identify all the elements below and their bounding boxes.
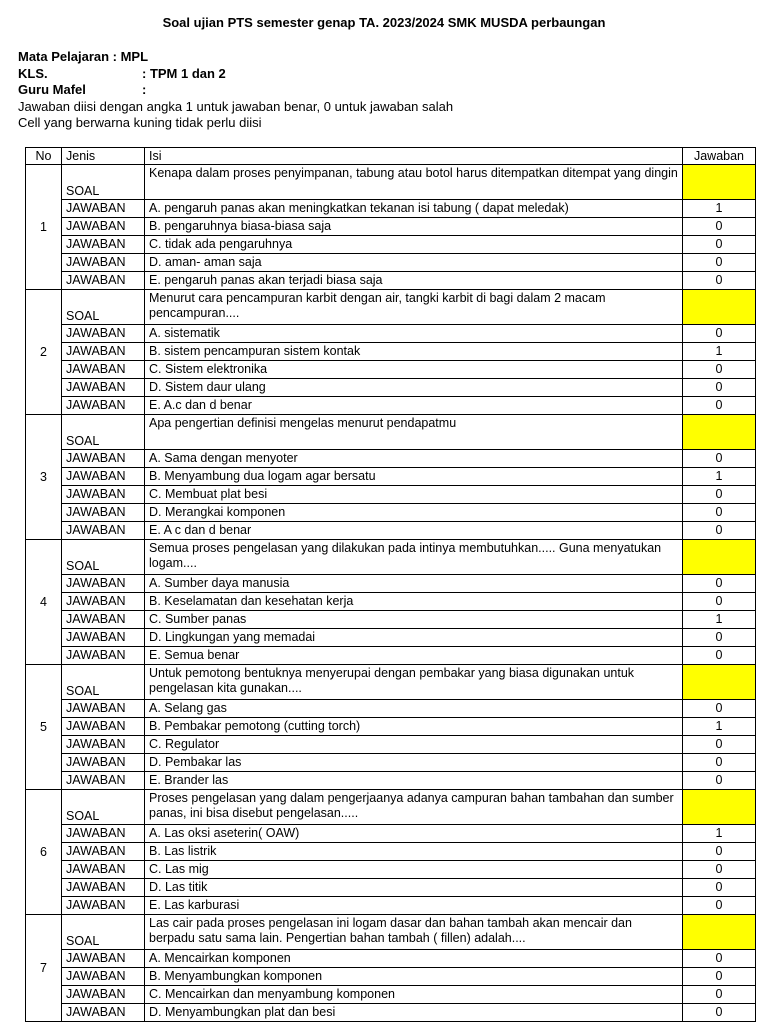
type-jawaban: JAWABAN (62, 968, 145, 986)
type-jawaban: JAWABAN (62, 200, 145, 218)
answer-value[interactable]: 0 (683, 700, 756, 718)
header-isi: Isi (145, 148, 683, 165)
answer-cell-locked (683, 665, 756, 700)
answer-row (26, 897, 756, 915)
answer-option: E. Brander las (145, 772, 683, 790)
teacher-line (18, 82, 453, 99)
answer-row (26, 986, 756, 1004)
question-text: Proses pengelasan yang dalam pengerjaanya adanya campuran bahan tambahan dan sumber panas, ini bisa disebut pengelasan..... (145, 790, 683, 825)
answer-option: E. Las karburasi (145, 897, 683, 915)
type-jawaban: JAWABAN (62, 450, 145, 468)
answer-option: D. Pembakar las (145, 754, 683, 772)
answer-option: E. Semua benar (145, 647, 683, 665)
type-jawaban: JAWABAN (62, 468, 145, 486)
type-jawaban: JAWABAN (62, 718, 145, 736)
answer-value[interactable]: 0 (683, 1004, 756, 1022)
answer-option: B. Pembakar pemotong (cutting torch) (145, 718, 683, 736)
type-jawaban: JAWABAN (62, 1004, 145, 1022)
answer-option: A. pengaruh panas akan meningkatkan tekanan isi tabung ( dapat meledak) (145, 200, 683, 218)
answer-row (26, 450, 756, 468)
type-jawaban: JAWABAN (62, 629, 145, 647)
type-soal: SOAL (62, 165, 145, 200)
answer-value[interactable]: 0 (683, 736, 756, 754)
answer-cell-locked (683, 790, 756, 825)
answer-value[interactable]: 0 (683, 986, 756, 1004)
answer-value[interactable]: 1 (683, 468, 756, 486)
type-soal: SOAL (62, 665, 145, 700)
question-row (26, 415, 756, 450)
question-number: 1 (26, 165, 62, 290)
question-number: 3 (26, 415, 62, 540)
answer-value[interactable]: 1 (683, 343, 756, 361)
answer-cell-locked (683, 415, 756, 450)
instruction-2: Cell yang berwarna kuning tidak perlu diisi (18, 115, 262, 130)
answer-option: C. Mencairkan dan menyambung komponen (145, 986, 683, 1004)
type-jawaban: JAWABAN (62, 343, 145, 361)
answer-row (26, 754, 756, 772)
answer-value[interactable]: 0 (683, 450, 756, 468)
question-text: Menurut cara pencampuran karbit dengan air, tangki karbit di bagi dalam 2 macam pencampuran.... (145, 290, 683, 325)
answer-option: A. Sumber daya manusia (145, 575, 683, 593)
question-text: Las cair pada proses pengelasan ini logam dasar dan bahan tambah akan mencair dan berpadu satu sama lain. Pengertian bahan tambah ( fillen) adalah.... (145, 915, 683, 950)
answer-option: E. A c dan d benar (145, 522, 683, 540)
answer-option: C. Sumber panas (145, 611, 683, 629)
answer-cell-locked (683, 540, 756, 575)
answer-option: C. Regulator (145, 736, 683, 754)
answer-row (26, 468, 756, 486)
class-label: KLS. (18, 65, 48, 81)
type-jawaban: JAWABAN (62, 236, 145, 254)
question-row (26, 540, 756, 575)
answer-option: A. Selang gas (145, 700, 683, 718)
question-row (26, 290, 756, 325)
question-number: 7 (26, 915, 62, 1022)
answer-option: B. sistem pencampuran sistem kontak (145, 343, 683, 361)
question-row (26, 790, 756, 825)
answer-value[interactable]: 0 (683, 522, 756, 540)
answer-value[interactable]: 0 (683, 968, 756, 986)
answer-row (26, 486, 756, 504)
type-soal: SOAL (62, 290, 145, 325)
type-jawaban: JAWABAN (62, 772, 145, 790)
type-jawaban: JAWABAN (62, 754, 145, 772)
answer-value[interactable]: 0 (683, 236, 756, 254)
answer-row (26, 700, 756, 718)
answer-value[interactable]: 1 (683, 611, 756, 629)
type-jawaban: JAWABAN (62, 700, 145, 718)
teacher-label: Guru Mafel (18, 82, 86, 97)
type-soal: SOAL (62, 540, 145, 575)
answer-value[interactable]: 0 (683, 772, 756, 790)
table-header-row (26, 148, 756, 165)
type-jawaban: JAWABAN (62, 861, 145, 879)
answer-row (26, 950, 756, 968)
answer-value[interactable]: 0 (683, 379, 756, 397)
answer-value[interactable]: 0 (683, 629, 756, 647)
answer-option: D. Menyambungkan plat dan besi (145, 1004, 683, 1022)
answer-row (26, 825, 756, 843)
answer-option: C. Membuat plat besi (145, 486, 683, 504)
answer-value[interactable]: 1 (683, 200, 756, 218)
question-row (26, 915, 756, 950)
answer-row (26, 629, 756, 647)
answer-value[interactable]: 0 (683, 397, 756, 415)
answer-row (26, 647, 756, 665)
answer-row (26, 968, 756, 986)
question-number: 6 (26, 790, 62, 915)
class-line (18, 66, 453, 83)
answer-value[interactable]: 0 (683, 879, 756, 897)
question-text: Semua proses pengelasan yang dilakukan pada intinya membutuhkan..... Guna menyatukan logam.... (145, 540, 683, 575)
answer-option: D. Merangkai komponen (145, 504, 683, 522)
type-jawaban: JAWABAN (62, 736, 145, 754)
header-jawaban: Jawaban (683, 148, 756, 165)
teacher-value: : (142, 82, 147, 97)
answer-value[interactable]: 0 (683, 575, 756, 593)
answer-option: B. Menyambung dua logam agar bersatu (145, 468, 683, 486)
type-jawaban: JAWABAN (62, 361, 145, 379)
answer-row (26, 325, 756, 343)
type-jawaban: JAWABAN (62, 397, 145, 415)
subject-line: Mata Pelajaran : MPL (18, 49, 149, 64)
answer-row (26, 736, 756, 754)
answer-option: B. Menyambungkan komponen (145, 968, 683, 986)
answer-value[interactable]: 0 (683, 361, 756, 379)
answer-row (26, 772, 756, 790)
answer-row (26, 218, 756, 236)
type-jawaban: JAWABAN (62, 504, 145, 522)
type-jawaban: JAWABAN (62, 843, 145, 861)
answer-value[interactable]: 0 (683, 254, 756, 272)
type-jawaban: JAWABAN (62, 825, 145, 843)
answer-option: D. Las titik (145, 879, 683, 897)
answer-value[interactable]: 0 (683, 647, 756, 665)
answer-row (26, 843, 756, 861)
answer-value[interactable]: 0 (683, 861, 756, 879)
question-number: 5 (26, 665, 62, 790)
question-text: Kenapa dalam proses penyimpanan, tabung atau botol harus ditempatkan ditempat yang dingin (145, 165, 683, 200)
question-number: 4 (26, 540, 62, 665)
answer-row (26, 254, 756, 272)
answer-option: A. sistematik (145, 325, 683, 343)
answer-option: E. pengaruh panas akan terjadi biasa saja (145, 272, 683, 290)
type-jawaban: JAWABAN (62, 575, 145, 593)
class-value: : TPM 1 dan 2 (142, 65, 226, 81)
answer-row (26, 236, 756, 254)
answer-value[interactable]: 0 (683, 486, 756, 504)
type-soal: SOAL (62, 915, 145, 950)
answer-option: C. tidak ada pengaruhnya (145, 236, 683, 254)
header-jenis: Jenis (62, 148, 145, 165)
answer-value[interactable]: 0 (683, 897, 756, 915)
answer-row (26, 361, 756, 379)
question-number: 2 (26, 290, 62, 415)
type-jawaban: JAWABAN (62, 593, 145, 611)
question-table (25, 147, 756, 1022)
answer-cell-locked (683, 165, 756, 200)
answer-value[interactable]: 0 (683, 754, 756, 772)
type-jawaban: JAWABAN (62, 950, 145, 968)
type-soal: SOAL (62, 415, 145, 450)
question-text: Apa pengertian definisi mengelas menurut pendapatmu (145, 415, 683, 450)
exam-info (18, 49, 453, 132)
answer-row (26, 343, 756, 361)
answer-cell-locked (683, 290, 756, 325)
question-text: Untuk pemotong bentuknya menyerupai dengan pembakar yang biasa digunakan untuk pengelasan kita gunakan.... (145, 665, 683, 700)
answer-cell-locked (683, 915, 756, 950)
type-jawaban: JAWABAN (62, 522, 145, 540)
answer-row (26, 200, 756, 218)
answer-option: B. pengaruhnya biasa-biasa saja (145, 218, 683, 236)
type-jawaban: JAWABAN (62, 272, 145, 290)
answer-row (26, 575, 756, 593)
instruction-1: Jawaban diisi dengan angka 1 untuk jawaban benar, 0 untuk jawaban salah (18, 98, 454, 114)
type-jawaban: JAWABAN (62, 897, 145, 915)
type-jawaban: JAWABAN (62, 486, 145, 504)
answer-option: C. Sistem elektronika (145, 361, 683, 379)
answer-row (26, 593, 756, 611)
question-row (26, 665, 756, 700)
answer-row (26, 861, 756, 879)
answer-option: B. Las listrik (145, 843, 683, 861)
answer-value[interactable]: 1 (683, 825, 756, 843)
answer-option: A. Sama dengan menyoter (145, 450, 683, 468)
answer-row (26, 879, 756, 897)
document-title: Soal ujian PTS semester genap TA. 2023/2024 SMK MUSDA perbaungan (162, 15, 606, 30)
type-jawaban: JAWABAN (62, 218, 145, 236)
answer-option: D. Sistem daur ulang (145, 379, 683, 397)
answer-value[interactable]: 0 (683, 843, 756, 861)
answer-option: D. Lingkungan yang memadai (145, 629, 683, 647)
answer-value[interactable]: 0 (683, 325, 756, 343)
answer-row (26, 1004, 756, 1022)
answer-option: D. aman- aman saja (145, 254, 683, 272)
header-no: No (26, 148, 62, 165)
type-soal: SOAL (62, 790, 145, 825)
type-jawaban: JAWABAN (62, 611, 145, 629)
answer-option: B. Keselamatan dan kesehatan kerja (145, 593, 683, 611)
answer-row (26, 397, 756, 415)
type-jawaban: JAWABAN (62, 254, 145, 272)
answer-row (26, 272, 756, 290)
answer-row (26, 504, 756, 522)
type-jawaban: JAWABAN (62, 379, 145, 397)
answer-value[interactable]: 0 (683, 950, 756, 968)
answer-row (26, 379, 756, 397)
answer-option: E. A.c dan d benar (145, 397, 683, 415)
answer-row (26, 611, 756, 629)
type-jawaban: JAWABAN (62, 647, 145, 665)
answer-value[interactable]: 1 (683, 718, 756, 736)
type-jawaban: JAWABAN (62, 325, 145, 343)
question-row (26, 165, 756, 200)
type-jawaban: JAWABAN (62, 879, 145, 897)
type-jawaban: JAWABAN (62, 986, 145, 1004)
answer-option: A. Mencairkan komponen (145, 950, 683, 968)
answer-value[interactable]: 0 (683, 272, 756, 290)
answer-option: A. Las oksi aseterin( OAW) (145, 825, 683, 843)
answer-value[interactable]: 0 (683, 593, 756, 611)
answer-value[interactable]: 0 (683, 218, 756, 236)
answer-value[interactable]: 0 (683, 504, 756, 522)
answer-row (26, 718, 756, 736)
answer-option: C. Las mig (145, 861, 683, 879)
answer-row (26, 522, 756, 540)
